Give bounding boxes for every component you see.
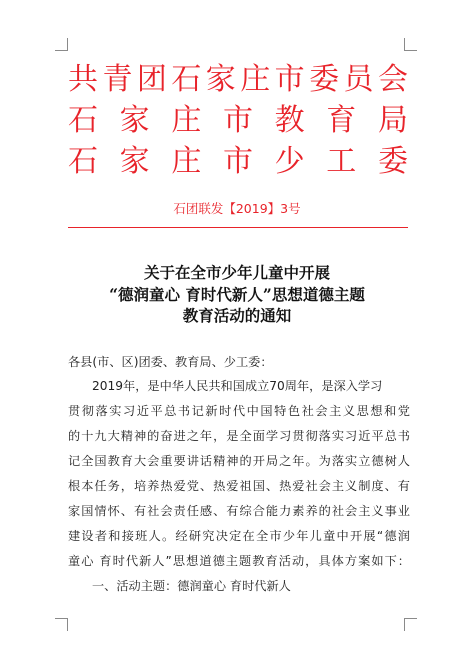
body-line-4: 记全国教育大会重要讲话精神的开局之年。为落实立德树人 [68, 454, 410, 468]
body-line-3: 的十九大精神的奋进之年，是全面学习贯彻落实习近平总书 [68, 429, 410, 443]
crop-mark-top-right [404, 38, 417, 51]
issuer-line-education-bureau: 石 家 庄 市 教 育 局 [68, 103, 408, 138]
crop-mark-bottom-left [55, 618, 68, 631]
section-heading-activity-theme: 一、活动主题：德润童心 育时代新人 [92, 579, 291, 593]
crop-mark-top-left [55, 38, 68, 51]
crop-mark-bottom-right [404, 618, 417, 631]
document-number: 石团联发【2019】3号 [173, 201, 301, 216]
body-line-2: 贯彻落实习近平总书记新时代中国特色社会主义思想和党 [68, 404, 410, 418]
notice-title-line-2: “德润童心 育时代新人”思想道德主题 [109, 285, 365, 304]
body-line-8: 童心 育时代新人”思想道德主题教育活动，具体方案如下： [68, 554, 410, 568]
body-line-7: 建设者和接班人。经研究决定在全市少年儿童中开展“德润 [68, 529, 410, 543]
red-divider-rule [68, 227, 408, 228]
issuer-line-youth-league: 共 青 团 石 家 庄 市 委 员 会 [68, 62, 408, 97]
issuer-line-young-pioneers: 石 家 庄 市 少 工 委 [68, 144, 408, 179]
body-line-6: 家国情怀、有社会责任感、有综合能力素养的社会主义事业 [68, 504, 410, 518]
body-line-5: 根本任务，培养热爱党、热爱祖国、热爱社会主义制度、有 [68, 479, 410, 493]
notice-title-line-3: 教育活动的通知 [182, 306, 292, 325]
addressee-line: 各县(市、区)团委、教育局、少工委： [68, 355, 273, 369]
notice-title-line-1: 关于在全市少年儿童中开展 [143, 263, 330, 282]
body-line-1: 2019年，是中华人民共和国成立70周年，是深入学习 [92, 379, 383, 393]
